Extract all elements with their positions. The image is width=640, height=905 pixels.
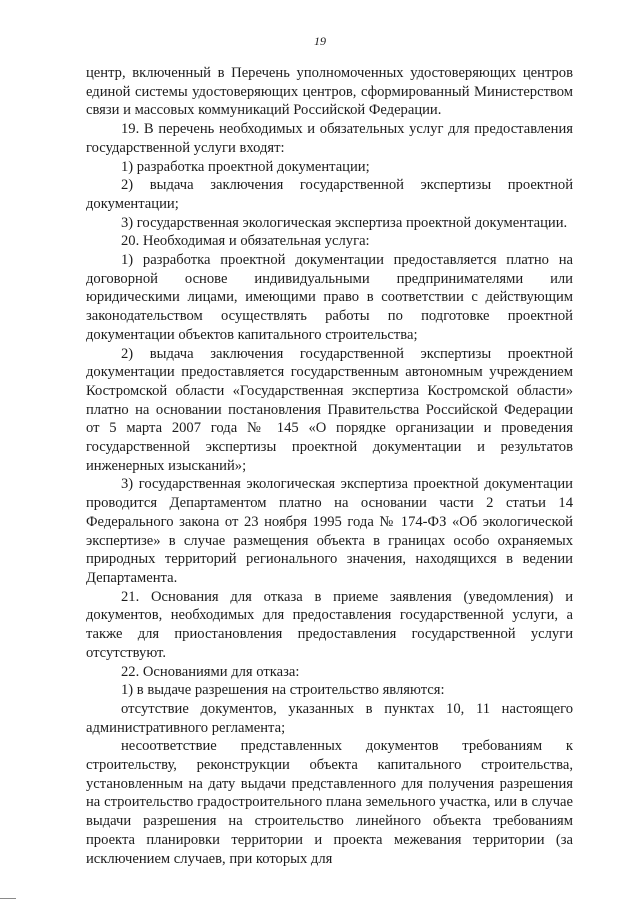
page-number: 19 <box>314 34 326 48</box>
paragraph-20-1: 1) разработка проектной документации предоставляется платно на договорной основе индивидуальными предпринимателями или юридическими лицами, имеющими право в соответствии с действующим законодательством осуществлять работы по подготовке проектной документации объектов капитального строительства; <box>86 252 573 343</box>
document-body <box>86 64 573 868</box>
paragraph-20-3: 3) государственная экологическая экспертиза проектной документации проводится Департаментом платно на основании части 2 статьи 14 Федерального закона от 23 ноября 1995 года № 174-ФЗ «Об экологической экспертизе» в случае размещения объекта в границах особо охраняемых природных территорий регионального значения, находящихся в ведении Департамента. <box>86 476 573 586</box>
paragraph-19-3: 3) государственная экологическая экспертиза проектной документации. <box>121 214 568 231</box>
paragraph-item-19: 19. В перечень необходимых и обязательных услуг для предоставления государственной услуги входят: <box>86 121 573 156</box>
paragraph-22-1: 1) в выдаче разрешения на строительство являются: <box>121 682 445 699</box>
paragraph-19-1: 1) разработка проектной документации; <box>121 158 370 175</box>
paragraph-item-20: 20. Необходимая и обязательная услуга: <box>121 233 370 250</box>
paragraph-22-1-a: отсутствие документов, указанных в пунктах 10, 11 настоящего административного регламента; <box>86 700 573 736</box>
paragraph-20-2: 2) выдача заключения государственной экспертизы проектной документации предоставляется государственным автономным учреждением Костромской области «Государственная экспертиза Костромской области» платно на основании постановления Правительства Российской Федерации от 5 марта 2007 года № 145 «О порядке организации и проведения государственной экспертизы проектной документации и результатов инженерных изысканий»; <box>86 345 573 474</box>
paragraph-22-1-b: несоответствие представленных документов требованиям к строительству, реконструкции объекта капитального строительства, установленным на дату выдачи представленного для получения разрешения на строительство градостроительного плана земельного участка, или в случае выдачи разрешения на строительство линейного объекта требованиям проекта планировки территории и проекта межевания территории (за исключением случаев, при которых для <box>86 738 573 867</box>
scan-edge-mark <box>0 898 16 899</box>
paragraph-continuation: центр, включенный в Перечень уполномоченных удостоверяющих центров единой системы удостоверяющих центров, сформированный Министерством связи и массовых коммуникаций Российской Федерации. <box>86 65 573 119</box>
paragraph-item-22: 22. Основаниями для отказа: <box>121 663 300 680</box>
paragraph-item-21: 21. Основания для отказа в приеме заявления (уведомления) и документов, необходимых для предоставления государственной услуги, а также для приостановления предоставления государственной услуги отсутствуют. <box>86 588 573 661</box>
paragraph-19-2: 2) выдача заключения государственной экспертизы проектной документации; <box>86 177 573 212</box>
